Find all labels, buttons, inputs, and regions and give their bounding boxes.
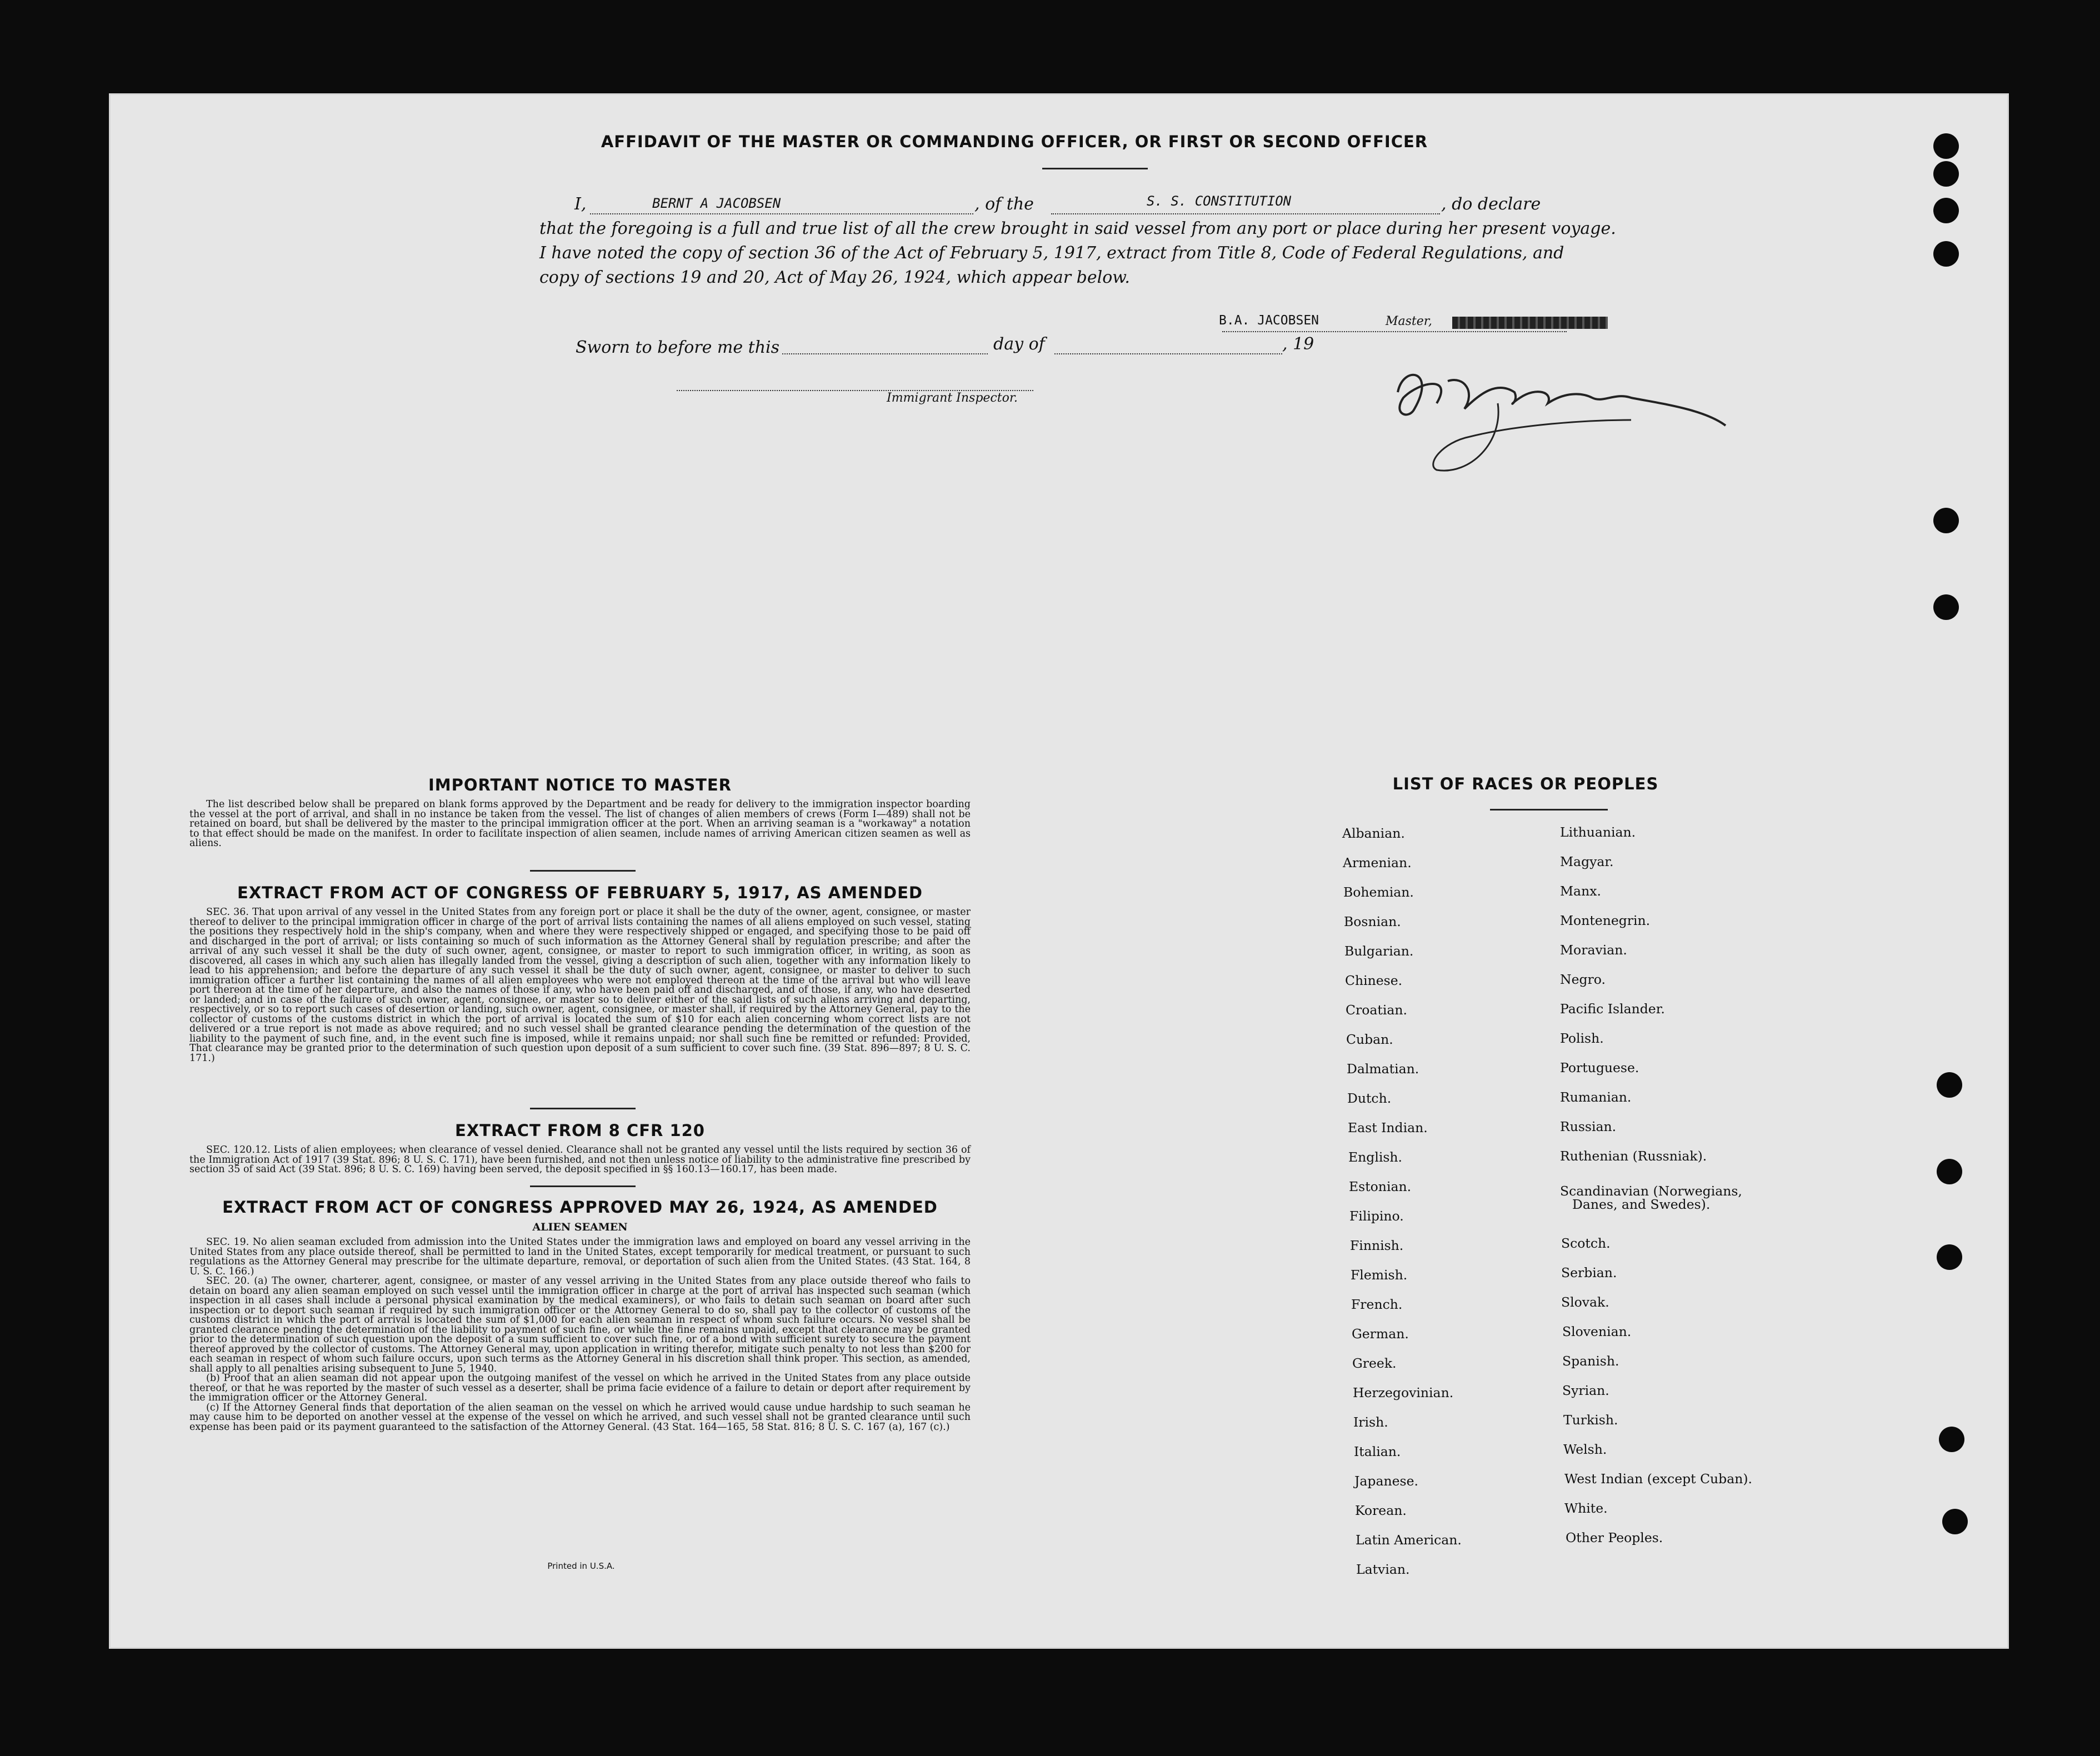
title-rule (1042, 168, 1148, 169)
sworn-label: Sworn to before me this (576, 338, 780, 357)
extract-1917-title: EXTRACT FROM ACT OF CONGRESS OF FEBRUARY 5, 1917, AS AMENDED (237, 883, 923, 902)
punch-hole (1933, 161, 1959, 187)
race-item: Latin American. (1356, 1532, 1462, 1548)
affidavit-line3: I have noted the copy of section 36 of the Act of February 5, 1917, extract from Title 8, Code of Federal Regulations, and (539, 243, 1564, 263)
master-label: Master, (1386, 314, 1432, 328)
sec-19-paragraph: SEC. 19. No alien seaman excluded from admission into the United States under the immigration laws and employed on board any vessel arriving in the United States from any place outside thereof, shall be permitted to land in the United States, except temporarily for medical treatment, or pursuant to such regulations as the Attorney General may prescribe for the ultimate departure, removal, or deportation of such alien from the United States. (43 Stat. 164, 8 U. S. C. 166.) (189, 1237, 971, 1277)
race-item: Filipino. (1349, 1208, 1404, 1224)
day-of-label: day of (993, 334, 1045, 354)
race-item: White. (1564, 1500, 1608, 1516)
race-item: Scandinavian (Norwegians, (1560, 1183, 1742, 1199)
race-item: Pacific Islander. (1560, 1001, 1665, 1017)
struck-out-title (1452, 317, 1608, 329)
punch-hole (1939, 1427, 1964, 1452)
race-item: Latvian. (1356, 1562, 1410, 1577)
race-item: Syrian. (1562, 1383, 1609, 1398)
punch-hole (1933, 133, 1959, 159)
race-item: Italian. (1354, 1444, 1401, 1459)
name-field-line (590, 213, 973, 214)
race-item: Turkish. (1563, 1412, 1618, 1428)
race-item: Japanese. (1354, 1473, 1418, 1489)
race-item: Manx. (1560, 883, 1601, 899)
race-item: Negro. (1560, 972, 1606, 987)
race-item: Spanish. (1562, 1353, 1619, 1369)
year-label: , 19 (1282, 334, 1314, 354)
race-item: Flemish. (1351, 1267, 1408, 1283)
sec-20a-paragraph: SEC. 20. (a) The owner, charterer, agent, consignee, or master of any vessel arriving in the United States from any place outside thereof who fails to detain on board any alien seaman employed on such vessel until the immigration officer in charge at the port of arrival has inspected such seaman (which inspection in all cases shall include a personal physical examination by the medical examiners), or who fails to detain such seaman on board after such inspection or to deport such seaman if required by such immigration officer or the Attorney General to do so, shall pay to the collector of customs of the customs district in which the port of arrival is located the sum of $1,000 for each alien seaman in respect of whom such failure occurs. No vessel shall be granted clearance pending the determination of the liability to payment of such fine, or while the fine remains unpaid, except that clearance may be granted prior to the determination of such question upon the deposit of a sum sufficient to cover such fine, or of a bond with sufficient surety to secure the payment thereof approved by the collector of customs. The Attorney General may, upon application in writing therefor, mitigate such penalty to not less than $200 for each seaman in respect of whom such failure occurs, upon such terms as the Attorney General in his discretion shall think proper. This section, as amended, shall apply to all penalties arising subsequent to June 5, 1940. (189, 1275, 971, 1374)
sworn-line (576, 334, 1464, 362)
printed-in-usa: Printed in U.S.A. (547, 1561, 615, 1571)
race-item: Croatian. (1346, 1002, 1407, 1018)
sec-20c-paragraph: (c) If the Attorney General finds that deportation of the alien seaman on the vessel on which he arrived would cause undue hardship to such seaman he may cause him to be deported on another vessel at the expense of the vessel on which he arrived, and such vessel shall not be granted clearance until such expense has been paid or its payment guaranteed to the satisfaction of the Attorney General. (43 Stat. 164—165, 58 Stat. 816; 8 U. S. C. 167 (a), 167 (c).) (189, 1402, 971, 1433)
race-item: Montenegrin. (1560, 913, 1651, 928)
race-item: Danes, and Swedes). (1572, 1197, 1711, 1212)
sec-36-paragraph: SEC. 36. That upon arrival of any vessel in the United States from any foreign port or place it shall be the duty of the owner, agent, consignee, or master thereof to deliver to the principal immigration officer in charge of the port of arrival lists containing the names of all aliens employed on such vessel, stating the positions they respectively hold in the ship's company, when and where they were respectively shipped or engaged, and specifying those to be paid off and discharged in the port of arrival; or lists containing so much of such information as the Attorney General shall by regulation prescribe; and after the arrival of any such vessel it shall be the duty of such owner, agent, consignee, or master to report to such immigration officer, in writing, as soon as discovered, all cases in which any such alien has illegally landed from the vessel, giving a description of such alien, together with any information likely to lead to his apprehension; and before the departure of any such vessel it shall be the duty of such owner, agent, consignee, or master to deliver to such immigration officer a further list containing the names of all alien employees who were not employed thereon at the time of the arrival but who will leave port thereon at the time of her departure, and also the names of those if any, who have been paid off and discharged, and of those, if any, who have deserted or landed; and in case of the failure of such owner, agent, consignee, or master so to deliver either of the said lists of such aliens arriving and departing, respectively, or so to report such cases of desertion or landing, such owner, agent, consignee, or master shall, if required by the Attorney General, pay to the collector of customs of the customs district in which the port of arrival is located the sum of $10 for each alien concerning whom correct lists are not delivered or a true report is not made as above required; and no such vessel shall be granted clearance pending the determination of the question of the liability to the payment of such fine, and, in the event such fine is imposed, while it remains unpaid; nor shall such fine be remitted or refunded: Provided, That clearance may be granted prior to the determination of such question upon deposit of a sum sufficient to cover such fine. (39 Stat. 896—897; 8 U. S. C. 171.) (189, 907, 971, 1064)
inspector-label: Immigrant Inspector. (887, 391, 1018, 405)
extract-cfr-title: EXTRACT FROM 8 CFR 120 (455, 1121, 705, 1140)
notice-text (189, 800, 971, 849)
extract-cfr-text (189, 1145, 971, 1175)
race-item: West Indian (except Cuban). (1564, 1471, 1753, 1487)
race-item: Armenian. (1343, 855, 1412, 871)
sworn-date-line (782, 353, 988, 354)
race-item: Dutch. (1347, 1090, 1392, 1106)
extract-1917-rule (530, 1108, 636, 1109)
punch-hole (1937, 1072, 1962, 1098)
do-declare-label: , do declare (1441, 194, 1541, 214)
race-item: Other Peoples. (1566, 1530, 1663, 1545)
signature-typed: B.A. JACOBSEN (1219, 313, 1319, 328)
document-page (109, 93, 2009, 1649)
race-item: Greek. (1352, 1355, 1397, 1371)
races-rule (1490, 809, 1608, 811)
notice-title: IMPORTANT NOTICE TO MASTER (428, 776, 732, 794)
punch-hole (1933, 241, 1959, 267)
race-item: Slovenian. (1562, 1324, 1632, 1339)
punch-hole (1933, 594, 1959, 620)
punch-hole (1933, 198, 1959, 223)
race-item: Ruthenian (Russniak). (1560, 1148, 1707, 1164)
race-item: Moravian. (1560, 942, 1627, 958)
race-item: Finnish. (1350, 1238, 1404, 1253)
race-item: Irish. (1353, 1414, 1388, 1430)
race-item: Bohemian. (1343, 884, 1414, 900)
punch-hole (1937, 1159, 1962, 1184)
handwritten-signature (1370, 359, 1737, 492)
race-item: French. (1351, 1297, 1403, 1312)
alien-seamen-subtitle: ALIEN SEAMEN (532, 1221, 628, 1233)
punch-hole (1942, 1509, 1968, 1534)
race-item: Herzegovinian. (1353, 1385, 1454, 1400)
affidavit-line2: that the foregoing is a full and true list of all the crew brought in said vessel from any port or place during her present voyage. (539, 219, 1616, 238)
i-label: I, (574, 194, 587, 214)
race-item: German. (1352, 1326, 1409, 1342)
race-item: Korean. (1355, 1503, 1407, 1518)
punch-hole (1937, 1244, 1962, 1270)
notice-paragraph: The list described below shall be prepared on blank forms approved by the Department and be ready for delivery to the immigration inspector boarding the vessel at the port of arrival, and shall in no instance be taken from the vessel. The list of changes of alien members of crews (Form I—489) shall not be retained on board, but shall be delivered by the master to the principal immigration officer at the port. When an arriving seaman is a "workaway" a notation to that effect should be made on the manifest. In order to facilitate inspection of alien seamen, include names of arriving American citizen seamen as well as aliens. (189, 799, 971, 849)
race-item: Albanian. (1342, 826, 1405, 841)
sworn-month-line (1054, 353, 1282, 354)
race-item: Bosnian. (1344, 914, 1401, 929)
of-the-label: , of the (974, 194, 1034, 214)
punch-hole (1933, 508, 1959, 533)
master-name: BERNT A JACOBSEN (652, 196, 781, 211)
race-item: East Indian. (1348, 1120, 1428, 1135)
extract-cfr-rule (530, 1185, 636, 1187)
race-item: Dalmatian. (1347, 1061, 1419, 1077)
affidavit-title: AFFIDAVIT OF THE MASTER OR COMMANDING OFFICER, OR FIRST OR SECOND OFFICER (601, 132, 1428, 151)
race-item: Serbian. (1561, 1265, 1617, 1280)
race-item: Chinese. (1345, 973, 1403, 988)
extract-1924-title: EXTRACT FROM ACT OF CONGRESS APPROVED MAY 26, 1924, AS AMENDED (222, 1198, 938, 1217)
race-item: Cuban. (1346, 1032, 1393, 1047)
sec-20b-paragraph: (b) Proof that an alien seaman did not appear upon the outgoing manifest of the vessel on which he arrived in the United States from any place outside thereof, or that he was reported by the master of such vessel as a deserter, shall be prima facie evidence of a failure to detain or deport after requirement by the immigration officer or the Attorney General. (189, 1373, 971, 1403)
extract-1917-text (189, 908, 971, 1063)
sec-120-12-paragraph: SEC. 120.12. Lists of alien employees; when clearance of vessel denied. Clearance shall not be granted any vessel until the lists required by section 36 of the Immigration Act of 1917 (39 Stat. 896; 8 U. S. C. 171), have been furnished, and not then unless notice of liability to the administrative fine prescribed by section 35 of said Act (39 Stat. 896; 8 U. S. C. 169) having been served, the deposit specified in §§ 160.13—160.17, has been made. (189, 1144, 971, 1175)
race-item: Slovak. (1561, 1294, 1609, 1310)
race-item: Estonian. (1349, 1179, 1412, 1194)
race-item: Scotch. (1561, 1235, 1611, 1251)
affidavit-line4: copy of sections 19 and 20, Act of May 26, 1924, which appear below. (539, 268, 1130, 287)
race-item: Magyar. (1560, 854, 1614, 869)
race-item: Russian. (1560, 1119, 1617, 1134)
race-item: Bulgarian. (1344, 943, 1414, 959)
vessel-field-line (1051, 213, 1440, 214)
vessel-name: S. S. CONSTITUTION (1147, 193, 1292, 209)
race-item: Rumanian. (1560, 1089, 1632, 1105)
notice-rule (530, 870, 636, 872)
extract-1924-text (189, 1238, 971, 1432)
race-item: Portuguese. (1560, 1060, 1639, 1075)
race-item: Lithuanian. (1560, 824, 1636, 840)
affidavit-line1 (574, 194, 1680, 219)
race-item: Polish. (1560, 1030, 1604, 1046)
races-title: LIST OF RACES OR PEOPLES (1392, 774, 1659, 793)
signature-line (1222, 331, 1567, 332)
race-item: English. (1348, 1149, 1403, 1165)
race-item: Welsh. (1563, 1442, 1607, 1457)
